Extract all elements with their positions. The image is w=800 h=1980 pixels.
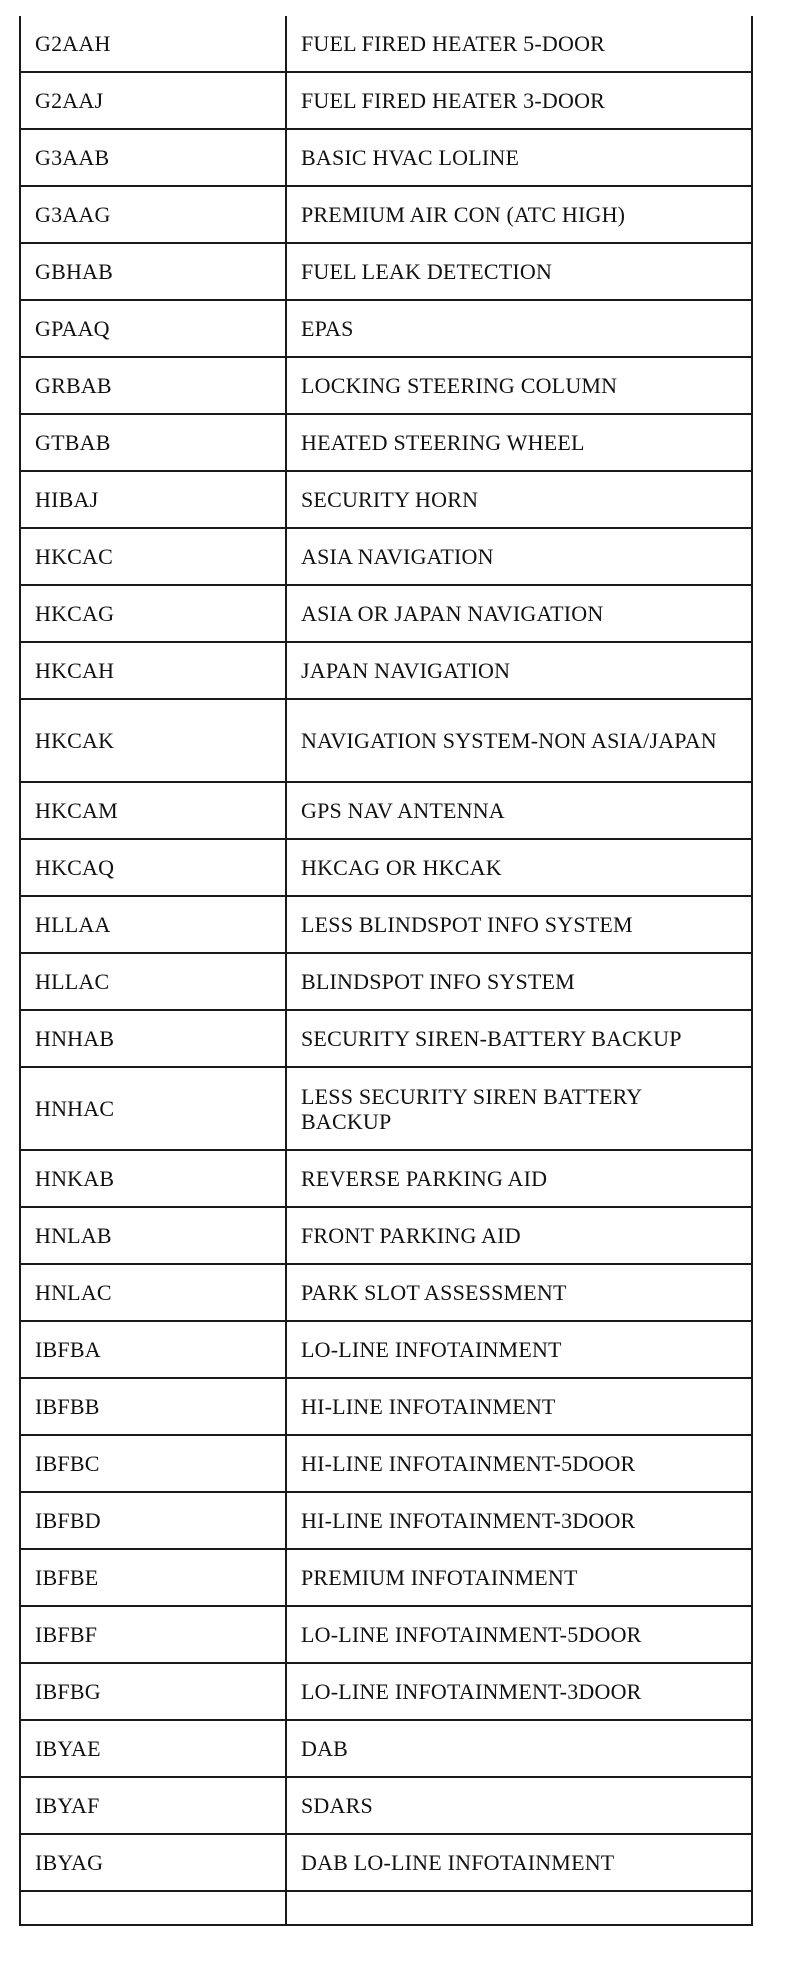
table-row xyxy=(20,129,752,186)
code-cell: IBFBC xyxy=(20,1435,286,1492)
description-cell: SECURITY HORN xyxy=(286,471,752,528)
table-row xyxy=(20,1264,752,1321)
description-cell: LO-LINE INFOTAINMENT xyxy=(286,1321,752,1378)
code-cell: IBFBB xyxy=(20,1378,286,1435)
table-row xyxy=(20,839,752,896)
table-row xyxy=(20,1010,752,1067)
description-cell: FUEL FIRED HEATER 3-DOOR xyxy=(286,72,752,129)
code-cell: HLLAA xyxy=(20,896,286,953)
description-cell: SDARS xyxy=(286,1777,752,1834)
code-cell: HKCAG xyxy=(20,585,286,642)
code-cell: G3AAG xyxy=(20,186,286,243)
description-cell: LESS SECURITY SIREN BATTERY BACKUP xyxy=(286,1067,752,1150)
table-row xyxy=(20,357,752,414)
description-cell: BLINDSPOT INFO SYSTEM xyxy=(286,953,752,1010)
table-row xyxy=(20,1378,752,1435)
code-cell: HKCAC xyxy=(20,528,286,585)
description-cell: PARK SLOT ASSESSMENT xyxy=(286,1264,752,1321)
code-cell: GRBAB xyxy=(20,357,286,414)
code-cell: HKCAK xyxy=(20,699,286,782)
code-cell: IBFBE xyxy=(20,1549,286,1606)
description-cell: FUEL LEAK DETECTION xyxy=(286,243,752,300)
description-cell: LOCKING STEERING COLUMN xyxy=(286,357,752,414)
table-row xyxy=(20,782,752,839)
description-cell: LO-LINE INFOTAINMENT-3DOOR xyxy=(286,1663,752,1720)
code-cell: HKCAM xyxy=(20,782,286,839)
table-row xyxy=(20,1207,752,1264)
code-cell: IBYAG xyxy=(20,1834,286,1891)
code-cell: IBFBD xyxy=(20,1492,286,1549)
code-cell: HIBAJ xyxy=(20,471,286,528)
table-row xyxy=(20,528,752,585)
table-row xyxy=(20,896,752,953)
code-cell: HLLAC xyxy=(20,953,286,1010)
description-cell: DAB LO-LINE INFOTAINMENT xyxy=(286,1834,752,1891)
description-cell: HKCAG OR HKCAK xyxy=(286,839,752,896)
code-cell: GTBAB xyxy=(20,414,286,471)
code-cell: GBHAB xyxy=(20,243,286,300)
table-row xyxy=(20,1067,752,1150)
code-cell: IBFBA xyxy=(20,1321,286,1378)
table-row xyxy=(20,1492,752,1549)
table-row xyxy=(20,72,752,129)
table-row xyxy=(20,1549,752,1606)
code-cell: HKCAH xyxy=(20,642,286,699)
table-row xyxy=(20,1606,752,1663)
table-row xyxy=(20,1720,752,1777)
code-cell: IBFBG xyxy=(20,1663,286,1720)
table-row xyxy=(20,1834,752,1891)
code-cell: IBYAF xyxy=(20,1777,286,1834)
description-cell: LESS BLINDSPOT INFO SYSTEM xyxy=(286,896,752,953)
code-cell: HNKAB xyxy=(20,1150,286,1207)
table-row xyxy=(20,414,752,471)
description-cell: HI-LINE INFOTAINMENT xyxy=(286,1378,752,1435)
description-cell: PREMIUM INFOTAINMENT xyxy=(286,1549,752,1606)
table-row xyxy=(20,300,752,357)
description-cell: SECURITY SIREN-BATTERY BACKUP xyxy=(286,1010,752,1067)
description-cell: HEATED STEERING WHEEL xyxy=(286,414,752,471)
table-row xyxy=(20,699,752,782)
description-cell: DAB xyxy=(286,1720,752,1777)
description-cell: PREMIUM AIR CON (ATC HIGH) xyxy=(286,186,752,243)
table-body xyxy=(20,16,752,1925)
table-row xyxy=(20,953,752,1010)
table-row xyxy=(20,585,752,642)
description-cell: REVERSE PARKING AID xyxy=(286,1150,752,1207)
description-cell: FRONT PARKING AID xyxy=(286,1207,752,1264)
code-cell: HNHAC xyxy=(20,1067,286,1150)
description-cell: NAVIGATION SYSTEM-NON ASIA/JAPAN xyxy=(286,699,752,782)
description-cell: ASIA NAVIGATION xyxy=(286,528,752,585)
code-cell: G3AAB xyxy=(20,129,286,186)
code-cell: G2AAH xyxy=(20,16,286,72)
description-cell: EPAS xyxy=(286,300,752,357)
code-cell: GPAAQ xyxy=(20,300,286,357)
code-cell: IBFBF xyxy=(20,1606,286,1663)
table-row xyxy=(20,1321,752,1378)
table-row xyxy=(20,16,752,72)
table-row xyxy=(20,1150,752,1207)
description-cell: BASIC HVAC LOLINE xyxy=(286,129,752,186)
code-cell-empty xyxy=(20,1891,286,1925)
table-row xyxy=(20,471,752,528)
description-cell-empty xyxy=(286,1891,752,1925)
code-cell: HNLAB xyxy=(20,1207,286,1264)
code-cell: IBYAE xyxy=(20,1720,286,1777)
description-cell: FUEL FIRED HEATER 5-DOOR xyxy=(286,16,752,72)
table-row xyxy=(20,642,752,699)
code-cell: HNHAB xyxy=(20,1010,286,1067)
code-cell: HNLAC xyxy=(20,1264,286,1321)
table-row xyxy=(20,1663,752,1720)
feature-code-table xyxy=(19,16,753,1926)
table-row xyxy=(20,243,752,300)
table-row xyxy=(20,186,752,243)
code-cell: G2AAJ xyxy=(20,72,286,129)
table-row xyxy=(20,1777,752,1834)
description-cell: ASIA OR JAPAN NAVIGATION xyxy=(286,585,752,642)
description-cell: LO-LINE INFOTAINMENT-5DOOR xyxy=(286,1606,752,1663)
description-cell: JAPAN NAVIGATION xyxy=(286,642,752,699)
table-row xyxy=(20,1435,752,1492)
description-cell: GPS NAV ANTENNA xyxy=(286,782,752,839)
description-cell: HI-LINE INFOTAINMENT-3DOOR xyxy=(286,1492,752,1549)
table-row-partial xyxy=(20,1891,752,1925)
code-cell: HKCAQ xyxy=(20,839,286,896)
description-cell: HI-LINE INFOTAINMENT-5DOOR xyxy=(286,1435,752,1492)
